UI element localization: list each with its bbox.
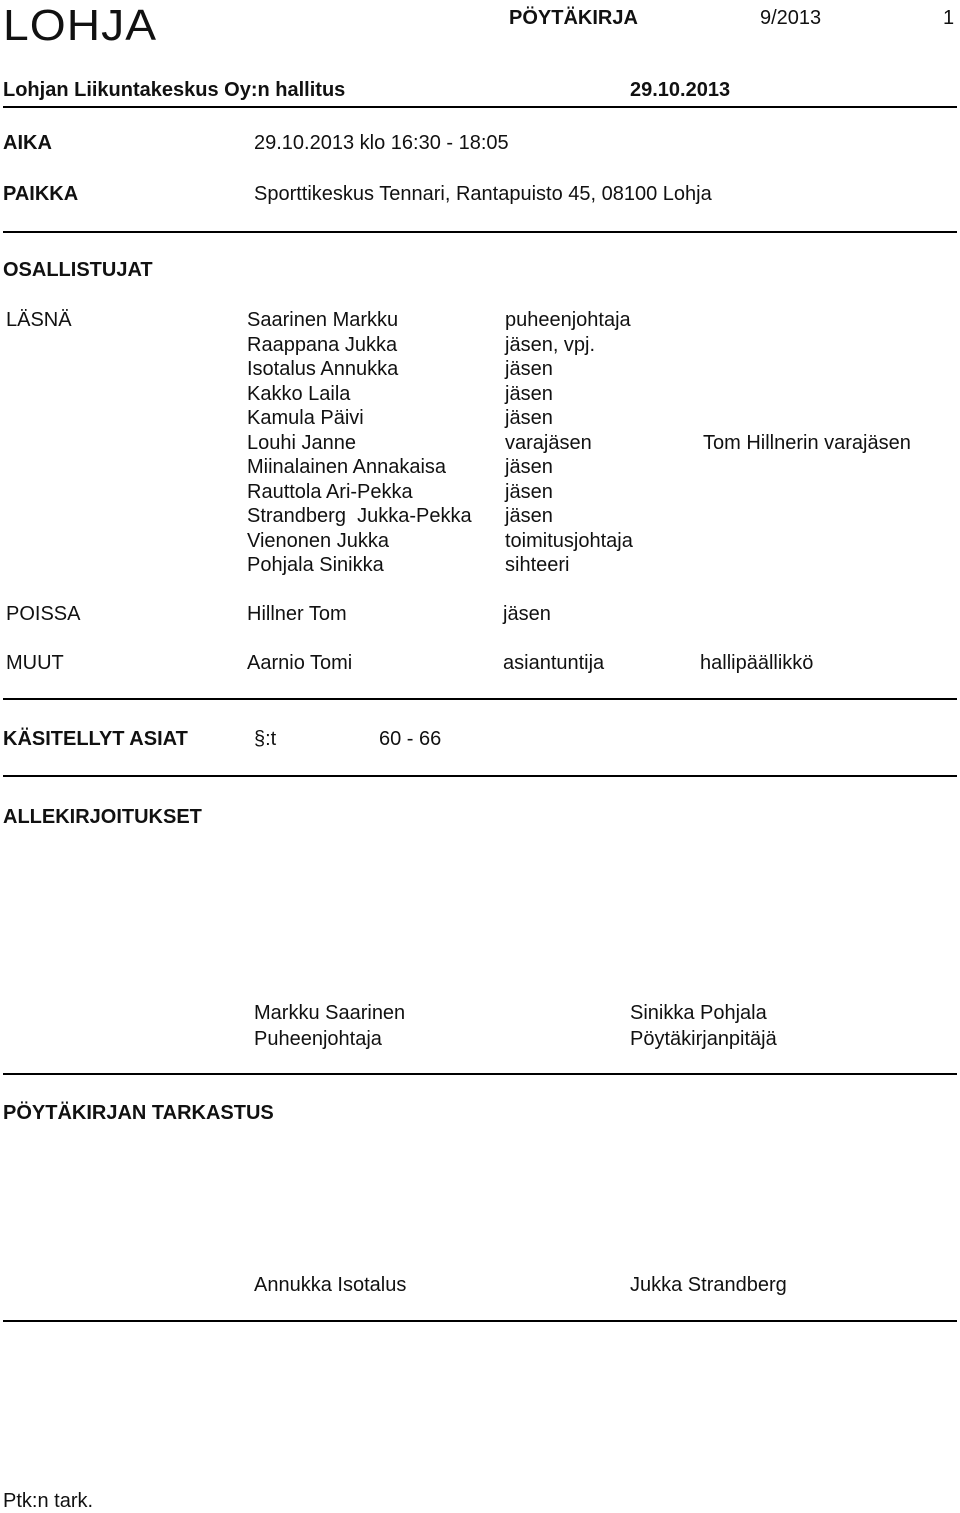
present-member-role: jäsen: [505, 383, 553, 405]
place-label: PAIKKA: [3, 183, 79, 205]
absent-role: jäsen: [503, 603, 551, 625]
meeting-date: 29.10.2013: [630, 79, 731, 101]
present-member-name: Pohjala Sinikka: [247, 554, 384, 576]
present-label: LÄSNÄ: [6, 309, 72, 331]
others-label: MUUT: [6, 652, 64, 674]
divider: [3, 1073, 957, 1075]
divider: [3, 231, 957, 233]
meeting-number: 9/2013: [760, 7, 822, 29]
reviewer-name: Jukka Strandberg: [630, 1274, 787, 1296]
present-member-role: jäsen, vpj.: [505, 334, 596, 356]
chairperson-name: Markku Saarinen: [254, 1002, 406, 1024]
present-member-name: Raappana Jukka: [247, 334, 398, 356]
present-member-name: Vienonen Jukka: [247, 530, 389, 552]
present-member-name: Miinalainen Annakaisa: [247, 456, 447, 478]
present-member-role: varajäsen: [505, 432, 592, 454]
lohja-logo: LOHJA: [3, 1, 158, 50]
divider: [3, 698, 957, 700]
present-member-name: Saarinen Markku: [247, 309, 399, 331]
document-type: PÖYTÄKIRJA: [509, 7, 638, 29]
review-heading: PÖYTÄKIRJAN TARKASTUS: [3, 1102, 274, 1124]
chairperson-title: Puheenjohtaja: [254, 1028, 382, 1050]
others-role: asiantuntija: [503, 652, 605, 674]
present-member-name: Rauttola Ari-Pekka: [247, 481, 413, 503]
present-member-name: Kakko Laila: [247, 383, 351, 405]
present-member-role: toimitusjohtaja: [505, 530, 633, 552]
participants-heading: OSALLISTUJAT: [3, 259, 153, 281]
place-value: Sporttikeskus Tennari, Rantapuisto 45, 08100 Lohja: [254, 183, 712, 205]
present-member-name: Strandberg Jukka-Pekka: [247, 505, 472, 527]
divider: [3, 775, 957, 777]
divider: [3, 1320, 957, 1322]
present-member-role: jäsen: [505, 407, 553, 429]
organization-name: Lohjan Liikuntakeskus Oy:n hallitus: [3, 79, 346, 101]
present-member-name: Kamula Päivi: [247, 407, 364, 429]
absent-label: POISSA: [6, 603, 81, 625]
items-range: 60 - 66: [379, 728, 442, 750]
present-member-role: puheenjohtaja: [505, 309, 631, 331]
signatures-heading: ALLEKIRJOITUKSET: [3, 806, 202, 828]
reviewer-name: Annukka Isotalus: [254, 1274, 407, 1296]
present-member-name: Isotalus Annukka: [247, 358, 399, 380]
items-heading: KÄSITELLYT ASIAT: [3, 728, 188, 750]
others-note: hallipäällikkö: [700, 652, 814, 674]
initials-label: Ptk:n tark.: [3, 1490, 94, 1512]
present-member-role: sihteeri: [505, 554, 570, 576]
present-member-role: jäsen: [505, 481, 553, 503]
divider: [3, 106, 957, 108]
present-member-note: Tom Hillnerin varajäsen: [703, 432, 911, 454]
present-member-role: jäsen: [505, 505, 553, 527]
present-member-name: Louhi Janne: [247, 432, 356, 454]
present-member-role: jäsen: [505, 456, 553, 478]
present-member-role: jäsen: [505, 358, 553, 380]
time-value: 29.10.2013 klo 16:30 - 18:05: [254, 132, 509, 154]
secretary-title: Pöytäkirjanpitäjä: [630, 1028, 777, 1050]
page-number: 1: [943, 7, 955, 29]
absent-name: Hillner Tom: [247, 603, 347, 625]
time-label: AIKA: [3, 132, 52, 154]
secretary-name: Sinikka Pohjala: [630, 1002, 767, 1024]
section-prefix: §:t: [254, 728, 277, 750]
others-name: Aarnio Tomi: [247, 652, 353, 674]
